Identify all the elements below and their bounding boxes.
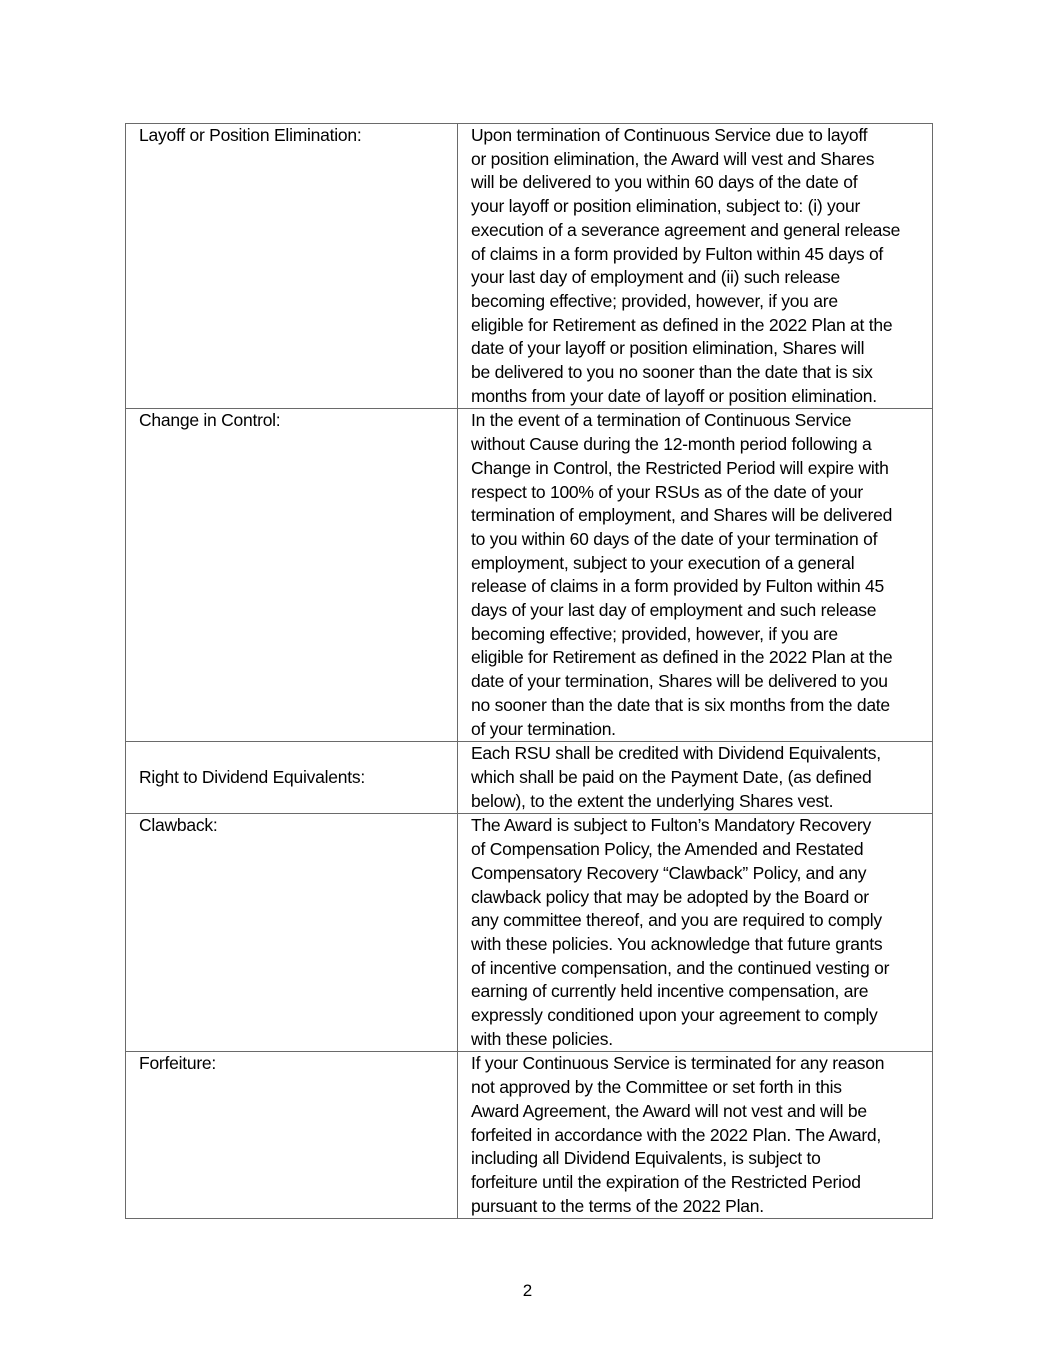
description-line: forfeiture until the expiration of the Restricted Period	[471, 1171, 861, 1192]
description-line: becoming effective; provided, however, if you are	[471, 623, 838, 644]
description-line: The Award is subject to Fulton’s Mandatory Recovery	[471, 815, 871, 836]
description-line: any committee thereof, and you are required to comply	[471, 910, 882, 931]
description-line: Compensatory Recovery “Clawback” Policy, and any	[471, 862, 867, 883]
description-line: earning of currently held incentive compensation, are	[471, 981, 869, 1002]
description-line: date of your layoff or position elimination, Shares will	[471, 338, 865, 359]
description-line: date of your termination, Shares will be delivered to you	[471, 671, 888, 692]
description-line: Award Agreement, the Award will not vest and will be	[471, 1100, 867, 1121]
description-line: release of claims in a form provided by Fulton within 45	[471, 576, 885, 597]
description-line: below), to the extent the underlying Shares vest.	[471, 790, 834, 811]
description-line: employment, subject to your execution of a general	[471, 552, 855, 573]
description-line: months from your date of layoff or position elimination.	[471, 385, 877, 406]
term-label: Change in Control:	[126, 409, 458, 742]
description-line: forfeited in accordance with the 2022 Plan. The Award,	[471, 1124, 882, 1145]
description-line: Each RSU shall be credited with Dividend Equivalents,	[471, 743, 881, 764]
term-description	[458, 124, 933, 409]
description-line: In the event of a termination of Continuous Service	[471, 410, 852, 431]
description-line: Change in Control, the Restricted Period will expire with	[471, 457, 889, 478]
description-line: expressly conditioned upon your agreement to comply	[471, 1005, 878, 1026]
description-line: without Cause during the 12-month period following a	[471, 434, 872, 455]
description-line: eligible for Retirement as defined in the 2022 Plan at the	[471, 314, 893, 335]
description-line: respect to 100% of your RSUs as of the date of your	[471, 481, 863, 502]
award-terms-table	[125, 123, 933, 1219]
description-line: execution of a severance agreement and general release	[471, 219, 901, 240]
description-line: of claims in a form provided by Fulton within 45 days of	[471, 243, 884, 264]
description-line: which shall be paid on the Payment Date, (as defined	[471, 766, 872, 787]
table-row	[126, 814, 933, 1052]
term-label: Layoff or Position Elimination:	[126, 124, 458, 409]
term-label: Right to Dividend Equivalents:	[126, 742, 458, 814]
term-description	[458, 409, 933, 742]
description-line: your layoff or position elimination, subject to: (i) your	[471, 196, 861, 217]
description-line: If your Continuous Service is terminated for any reason	[471, 1053, 885, 1074]
description-line: termination of employment, and Shares will be delivered	[471, 505, 893, 526]
description-line: pursuant to the terms of the 2022 Plan.	[471, 1195, 764, 1216]
description-line: of Compensation Policy, the Amended and Restated	[471, 839, 864, 860]
description-line: days of your last day of employment and such release	[471, 600, 877, 621]
description-line: be delivered to you no sooner than the date that is six	[471, 362, 873, 383]
description-line: your last day of employment and (ii) such release	[471, 267, 841, 288]
description-line: Upon termination of Continuous Service due to layoff	[471, 125, 868, 145]
description-line: becoming effective; provided, however, if you are	[471, 290, 838, 311]
table-row	[126, 742, 933, 814]
description-line: eligible for Retirement as defined in the 2022 Plan at the	[471, 647, 893, 668]
description-line: with these policies. You acknowledge that future grants	[471, 933, 883, 954]
table-row	[126, 1052, 933, 1219]
description-line: clawback policy that may be adopted by the Board or	[471, 886, 869, 907]
description-line: of your termination.	[471, 718, 616, 739]
table-row	[126, 409, 933, 742]
description-line: no sooner than the date that is six months from the date	[471, 694, 890, 715]
page-number: 2	[522, 1281, 533, 1300]
term-label: Forfeiture:	[126, 1052, 458, 1219]
description-line: with these policies.	[471, 1028, 613, 1049]
table-row	[126, 124, 933, 409]
description-line: will be delivered to you within 60 days of the date of	[471, 172, 858, 193]
term-label: Clawback:	[126, 814, 458, 1052]
term-description	[458, 1052, 933, 1219]
term-description	[458, 742, 933, 814]
description-line: not approved by the Committee or set forth in this	[471, 1077, 842, 1098]
description-line: of incentive compensation, and the continued vesting or	[471, 957, 890, 978]
description-line: to you within 60 days of the date of your termination of	[471, 528, 878, 549]
description-line: or position elimination, the Award will vest and Shares	[471, 148, 875, 169]
description-line: including all Dividend Equivalents, is subject to	[471, 1148, 821, 1169]
term-description	[458, 814, 933, 1052]
